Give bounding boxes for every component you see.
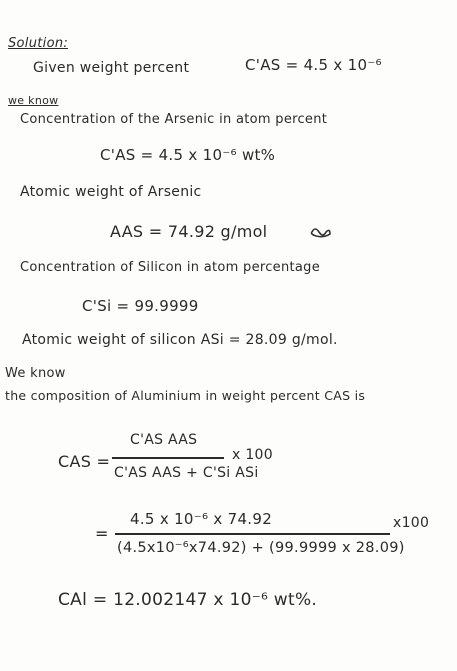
composition-text: the composition of Aluminium in weight percent CAS is	[5, 388, 366, 403]
we-know-text: We know	[5, 366, 66, 381]
cas-denominator: C'AS AAS + C'Si ASi	[114, 465, 259, 481]
substitution-times-100: x100	[393, 515, 430, 531]
concentration-arsenic-text: Concentration of the Arsenic in atom percent	[20, 112, 328, 127]
substitution-equals: =	[95, 524, 109, 543]
final-result: CAl = 12.002147 x 10⁻⁶ wt%.	[58, 590, 318, 610]
atomic-weight-arsenic-text: Atomic weight of Arsenic	[20, 184, 202, 200]
cas-lhs: CAS =	[58, 452, 111, 471]
given-label: Given weight percent	[33, 60, 190, 76]
cas-fraction-bar	[112, 457, 224, 459]
a-as-value: AAS = 74.92 g/mol	[110, 222, 268, 241]
substitution-fraction-bar	[115, 533, 390, 535]
c-as-value: C'AS = 4.5 x 10⁻⁶ wt%	[100, 146, 276, 164]
cas-times-100: x 100	[232, 447, 273, 463]
scribble-mark	[310, 226, 332, 238]
c-si-value: C'Si = 99.9999	[82, 297, 199, 315]
concentration-silicon-text: Concentration of Silicon in atom percentage	[20, 260, 321, 275]
given-value: C'AS = 4.5 x 10⁻⁶	[245, 56, 382, 74]
cas-numerator: C'AS AAS	[130, 432, 198, 448]
substitution-denominator: (4.5x10⁻⁶x74.92) + (99.9999 x 28.09)	[117, 540, 405, 556]
we-know-note: we know	[8, 94, 59, 107]
atomic-weight-silicon-text: Atomic weight of silicon ASi = 28.09 g/mol.	[22, 332, 338, 348]
substitution-numerator: 4.5 x 10⁻⁶ x 74.92	[130, 510, 273, 528]
solution-heading: Solution:	[8, 36, 69, 51]
